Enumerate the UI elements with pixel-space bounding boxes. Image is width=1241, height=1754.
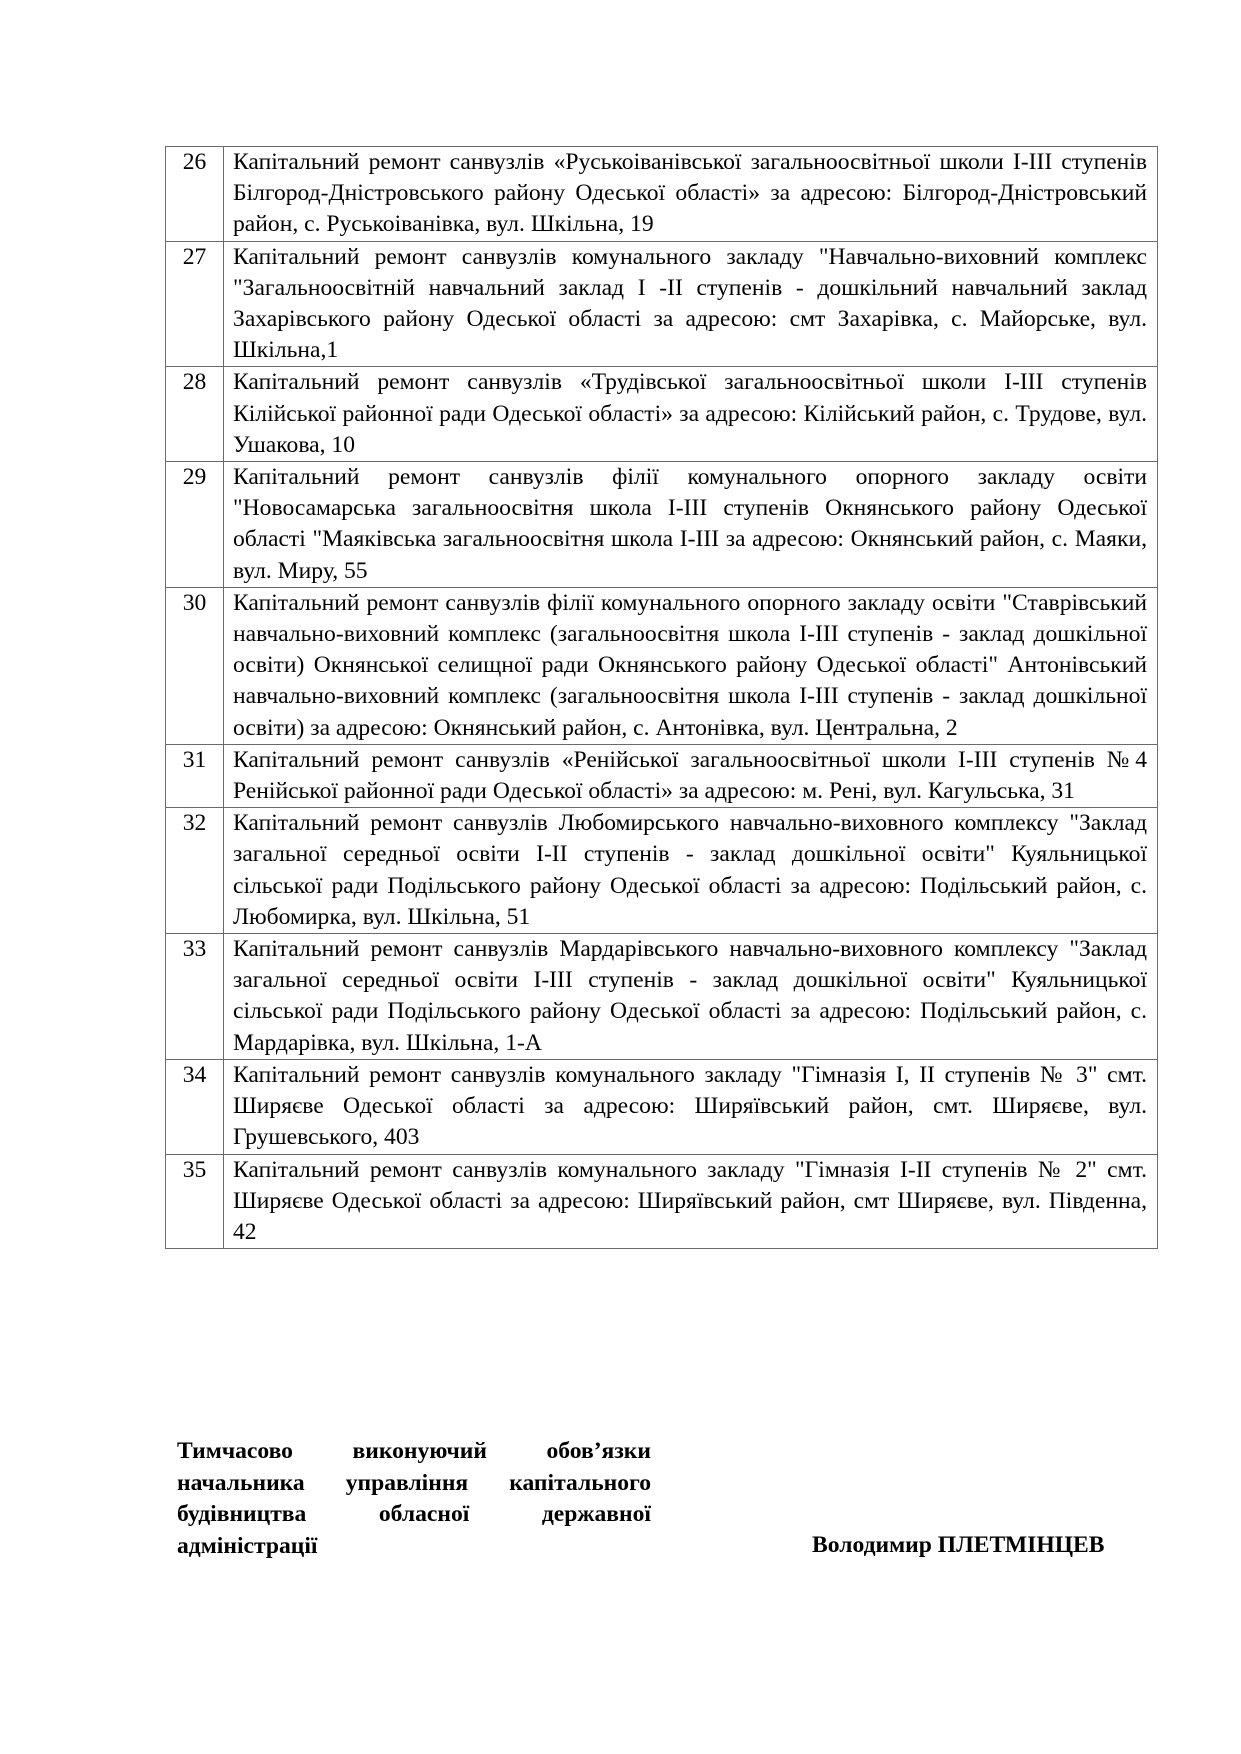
table-row [166,934,1158,1060]
row-number: 27 [166,241,224,367]
row-description: Капітальний ремонт санвузлів Любомирського навчально-виховного комплексу "Заклад загальної середньої освіти I-II ступенів - заклад дошкільної освіти" Куяльницької сільської ради Подільського району Одеської області за адресою: Подільський район, с. Любомирка, вул. Шкільна, 51 [224,808,1158,934]
row-number: 26 [166,147,224,242]
row-description: Капітальний ремонт санвузлів «Трудівської загальноосвітньої школи I-III ступенів Кілійської районної ради Одеської області» за адресою: Кілійський район, с. Трудове, вул. Ушакова, 10 [224,367,1158,462]
row-description: Капітальний ремонт санвузлів філії комунального опорного закладу освіти "Ставрівський навчально-виховний комплекс (загальноосвітня школа I-III ступенів - заклад дошкільної освіти) Окнянської селищної ради Окнянського району Одеської області" Антонівський навчально-виховний комплекс (загальноосвітня школа I-III ступенів - заклад дошкільної освіти) за адресою: Окнянський район, с. Антонівка, вул. Центральна, 2 [224,587,1158,744]
row-number: 31 [166,744,224,807]
row-description: Капітальний ремонт санвузлів філії комунального опорного закладу освіти "Новосамарська загальноосвітня школа I-III ступенів Окнянського району Одеської області "Маяківська загальноосвітня школа I-III за адресою: Окнянський район, с. Маяки, вул. Миру, 55 [224,462,1158,588]
row-number: 32 [166,808,224,934]
table-row [166,1154,1158,1249]
row-description: Капітальний ремонт санвузлів комунального закладу "Гімназія I, II ступенів № 3" смт. Ширяєве Одеської області за адресою: Ширяївський район, смт. Ширяєве, вул. Грушевського, 403 [224,1059,1158,1154]
row-number: 33 [166,934,224,1060]
signatory-position: Тимчасово виконуючий обов’язки начальника управління капітального будівництва обласної державної адміністрації [177,1438,651,1559]
works-table [165,146,1158,1249]
table-row [166,241,1158,367]
table-row [166,744,1158,807]
row-number: 28 [166,367,224,462]
works-table-body [166,147,1158,1249]
row-description: Капітальний ремонт санвузлів «Ренійської загальноосвітньої школи I-III ступенів №4 Ренійської районної ради Одеської області» за адресою: м. Рені, вул. Кагульська, 31 [224,744,1158,807]
row-number: 29 [166,462,224,588]
row-number: 35 [166,1154,224,1249]
row-number: 34 [166,1059,224,1154]
row-description: Капітальний ремонт санвузлів комунального закладу "Гімназія I-II ступенів № 2" смт. Ширяєве Одеської області за адресою: Ширяївський район, смт Ширяєве, вул. Південна, 42 [224,1154,1158,1249]
row-description: Капітальний ремонт санвузлів Мардарівського навчально-виховного комплексу "Заклад загальної середньої освіти I-III ступенів - заклад дошкільної освіти" Куяльницької сільської ради Подільського району Одеської області за адресою: Подільський район, с. Мардарівка, вул. Шкільна, 1-А [224,934,1158,1060]
table-row [166,1059,1158,1154]
table-row [166,808,1158,934]
row-description: Капітальний ремонт санвузлів «Руськоіванівської загальноосвітньої школи I-III ступенів Білгород-Дністровського району Одеської області» за адресою: Білгород-Дністровський район, с. Руськоіванівка, вул. Шкільна, 19 [224,147,1158,242]
table-row [166,367,1158,462]
signatory-name: Володимир ПЛЕТМІНЦЕВ [812,1532,1105,1558]
row-number: 30 [166,587,224,744]
row-description: Капітальний ремонт санвузлів комунального закладу "Навчально-виховний комплекс "Загальноосвітній навчальний заклад I -II ступенів - дошкільний навчальний заклад Захарівського району Одеської області за адресою: смт Захарівка, с. Майорське, вул. Шкільна,1 [224,241,1158,367]
table-row [166,147,1158,242]
table-row [166,587,1158,744]
table-row [166,462,1158,588]
